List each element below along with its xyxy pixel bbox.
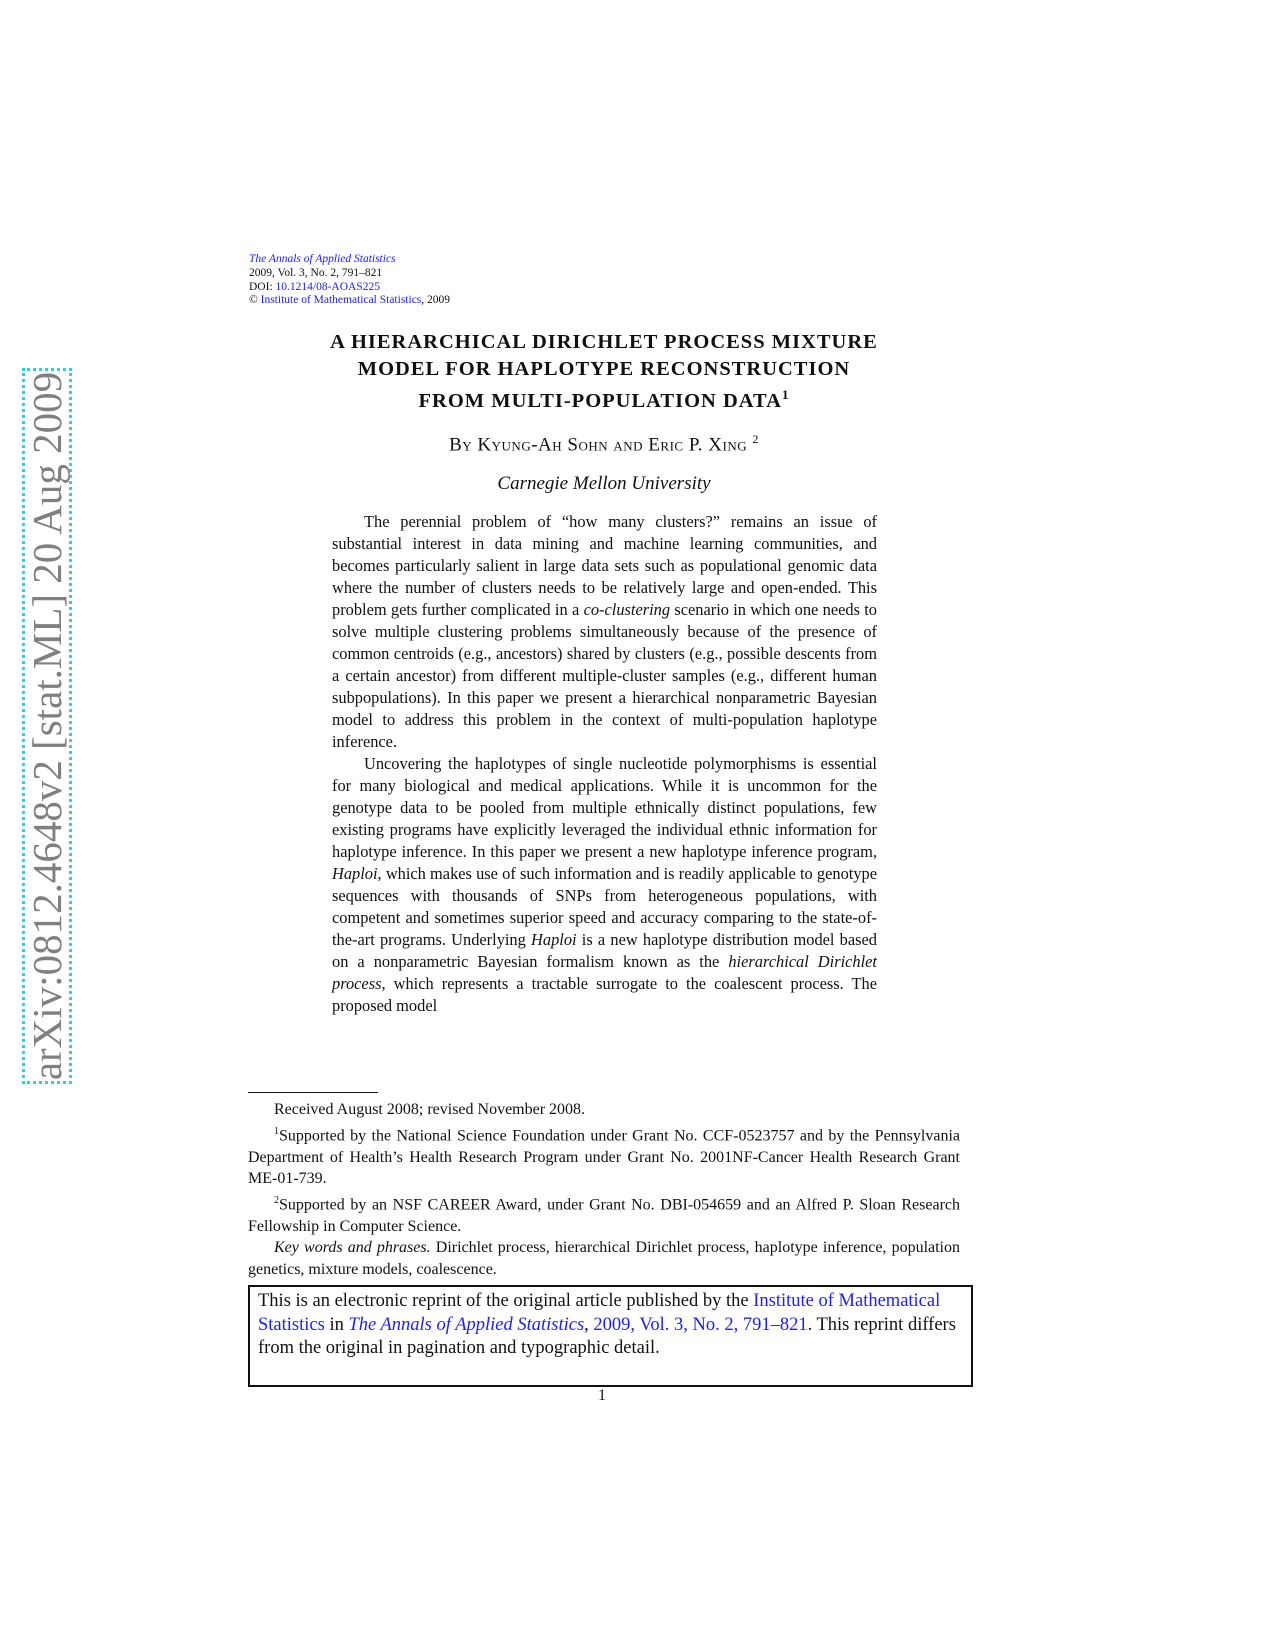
emphasis: Haploi (332, 864, 378, 883)
issue-link[interactable]: 2009, Vol. 3, No. 2, 791–821 (593, 1314, 808, 1335)
footnote-divider (248, 1092, 378, 1093)
authors (248, 432, 960, 456)
received-note: Received August 2008; revised November 2008. (274, 1101, 586, 1118)
arxiv-stamp (22, 368, 72, 1084)
text: , (584, 1314, 594, 1335)
journal-link[interactable]: The Annals of Applied Statistics (249, 253, 396, 265)
affiliation: Carnegie Mellon University (497, 473, 711, 494)
doi-label: DOI: (249, 280, 276, 293)
title-line: MODEL FOR HAPLOTYPE RECONSTRUCTION (357, 357, 851, 380)
footnote-text: Supported by an NSF CAREER Award, under Grant No. DBI-054659 and an Alfred P. Sloan Research Fellowship in Computer Science. (248, 1196, 960, 1235)
journal-link[interactable]: The Annals of Applied Statistics (348, 1314, 585, 1335)
emphasis: Haploi (531, 930, 577, 949)
title-footnote-mark[interactable]: 1 (782, 387, 790, 402)
text: is a new haplotype distribution model based on a nonparametric Bayesian formalism known as the (332, 930, 877, 971)
emphasis: hierarchical Dirichlet process (332, 952, 877, 993)
footnote-mark: 2 (274, 1194, 279, 1206)
footnote-mark: 1 (274, 1125, 279, 1137)
copyright-year: , 2009 (421, 294, 451, 307)
journal-volume: 2009, Vol. 3, No. 2, 791–821 (249, 266, 383, 279)
page-number: 1 (598, 1387, 606, 1404)
text: , which makes use of such information and is readily applicable to genotype sequences with thousands of SNPs from heterogeneous populations, with competent and sometimes superior speed and accuracy comparing to the state-of-the-art programs. Underlying (332, 864, 877, 949)
keywords-text: Dirichlet process, hierarchical Dirichlet process, haplotype inference, population genetics, mixture models, coalescence. (248, 1239, 961, 1278)
doi-link[interactable]: 10.1214/08-AOAS225 (275, 280, 380, 293)
reprint-notice (248, 1285, 973, 1387)
copyright-icon: © (249, 294, 258, 307)
paper-title (248, 329, 960, 414)
footnote-1 (248, 1121, 960, 1190)
journal-header (249, 253, 450, 308)
text: The perennial problem of “how many clusters?” remains an issue of substantial interest in data mining and machine learning communities, and becomes particularly salient in large data sets such as populational genomic data where the number of clusters needs to be relatively large and open-ended. This problem gets further complicated in a (332, 512, 877, 619)
emphasis: co-clustering (583, 600, 671, 619)
footnote-2 (248, 1190, 960, 1238)
text: Uncovering the haplotypes of single nucleotide polymorphisms is essential for many biological and medical applications. While it is uncommon for the genotype data to be pooled from multiple ethnically distinct populations, few existing programs have explicitly leveraged the individual ethnic information for haplotype inference. In this paper we present a new haplotype inference program, (332, 754, 877, 861)
title-line: FROM MULTI-POPULATION DATA (418, 389, 782, 412)
abstract (332, 511, 877, 1017)
author-footnote-mark[interactable]: 2 (752, 432, 759, 446)
text: This is an electronic reprint of the original article published by the (258, 1291, 754, 1311)
text: scenario in which one needs to solve multiple clustering problems simultaneously because of the presence of common centroids (e.g., ancestors) shared by clusters (e.g., possible descents from a certain ancestor) from different multiple-cluster samples (e.g., different human subpopulations). In this paper we present a hierarchical nonparametric Bayesian model to address this problem in the context of multi-population haplotype inference. (332, 600, 878, 751)
author-names: By Kyung-Ah Sohn and Eric P. Xing (449, 434, 753, 456)
footnote-text: Supported by the National Science Foundation under Grant No. CCF-0523757 and by the Pennsylvania Department of Health’s Health Research Program under Grant No. 2001NF-Cancer Health Research Grant ME-01-739. (248, 1126, 960, 1188)
publisher-link[interactable]: Institute of Mathematical Statistics (260, 294, 422, 307)
arxiv-id[interactable]: arXiv:0812.4648v2 [stat.ML] 20 Aug 2009 (24, 371, 70, 1081)
footnotes (248, 1099, 960, 1280)
text: , which represents a tractable surrogate to the coalescent process. The proposed model (332, 974, 877, 1015)
title-line: A HIERARCHICAL DIRICHLET PROCESS MIXTURE (330, 331, 878, 353)
text: . This reprint differs from the original in pagination and typographic detail. (258, 1314, 956, 1358)
keywords-label: Key words and phrases. (274, 1239, 431, 1257)
abstract-paragraph (332, 511, 877, 753)
ims-link[interactable]: Institute of Mathematical Statistics (258, 1291, 941, 1335)
text: in (324, 1314, 349, 1335)
abstract-paragraph (332, 753, 877, 1017)
keywords (248, 1237, 960, 1280)
